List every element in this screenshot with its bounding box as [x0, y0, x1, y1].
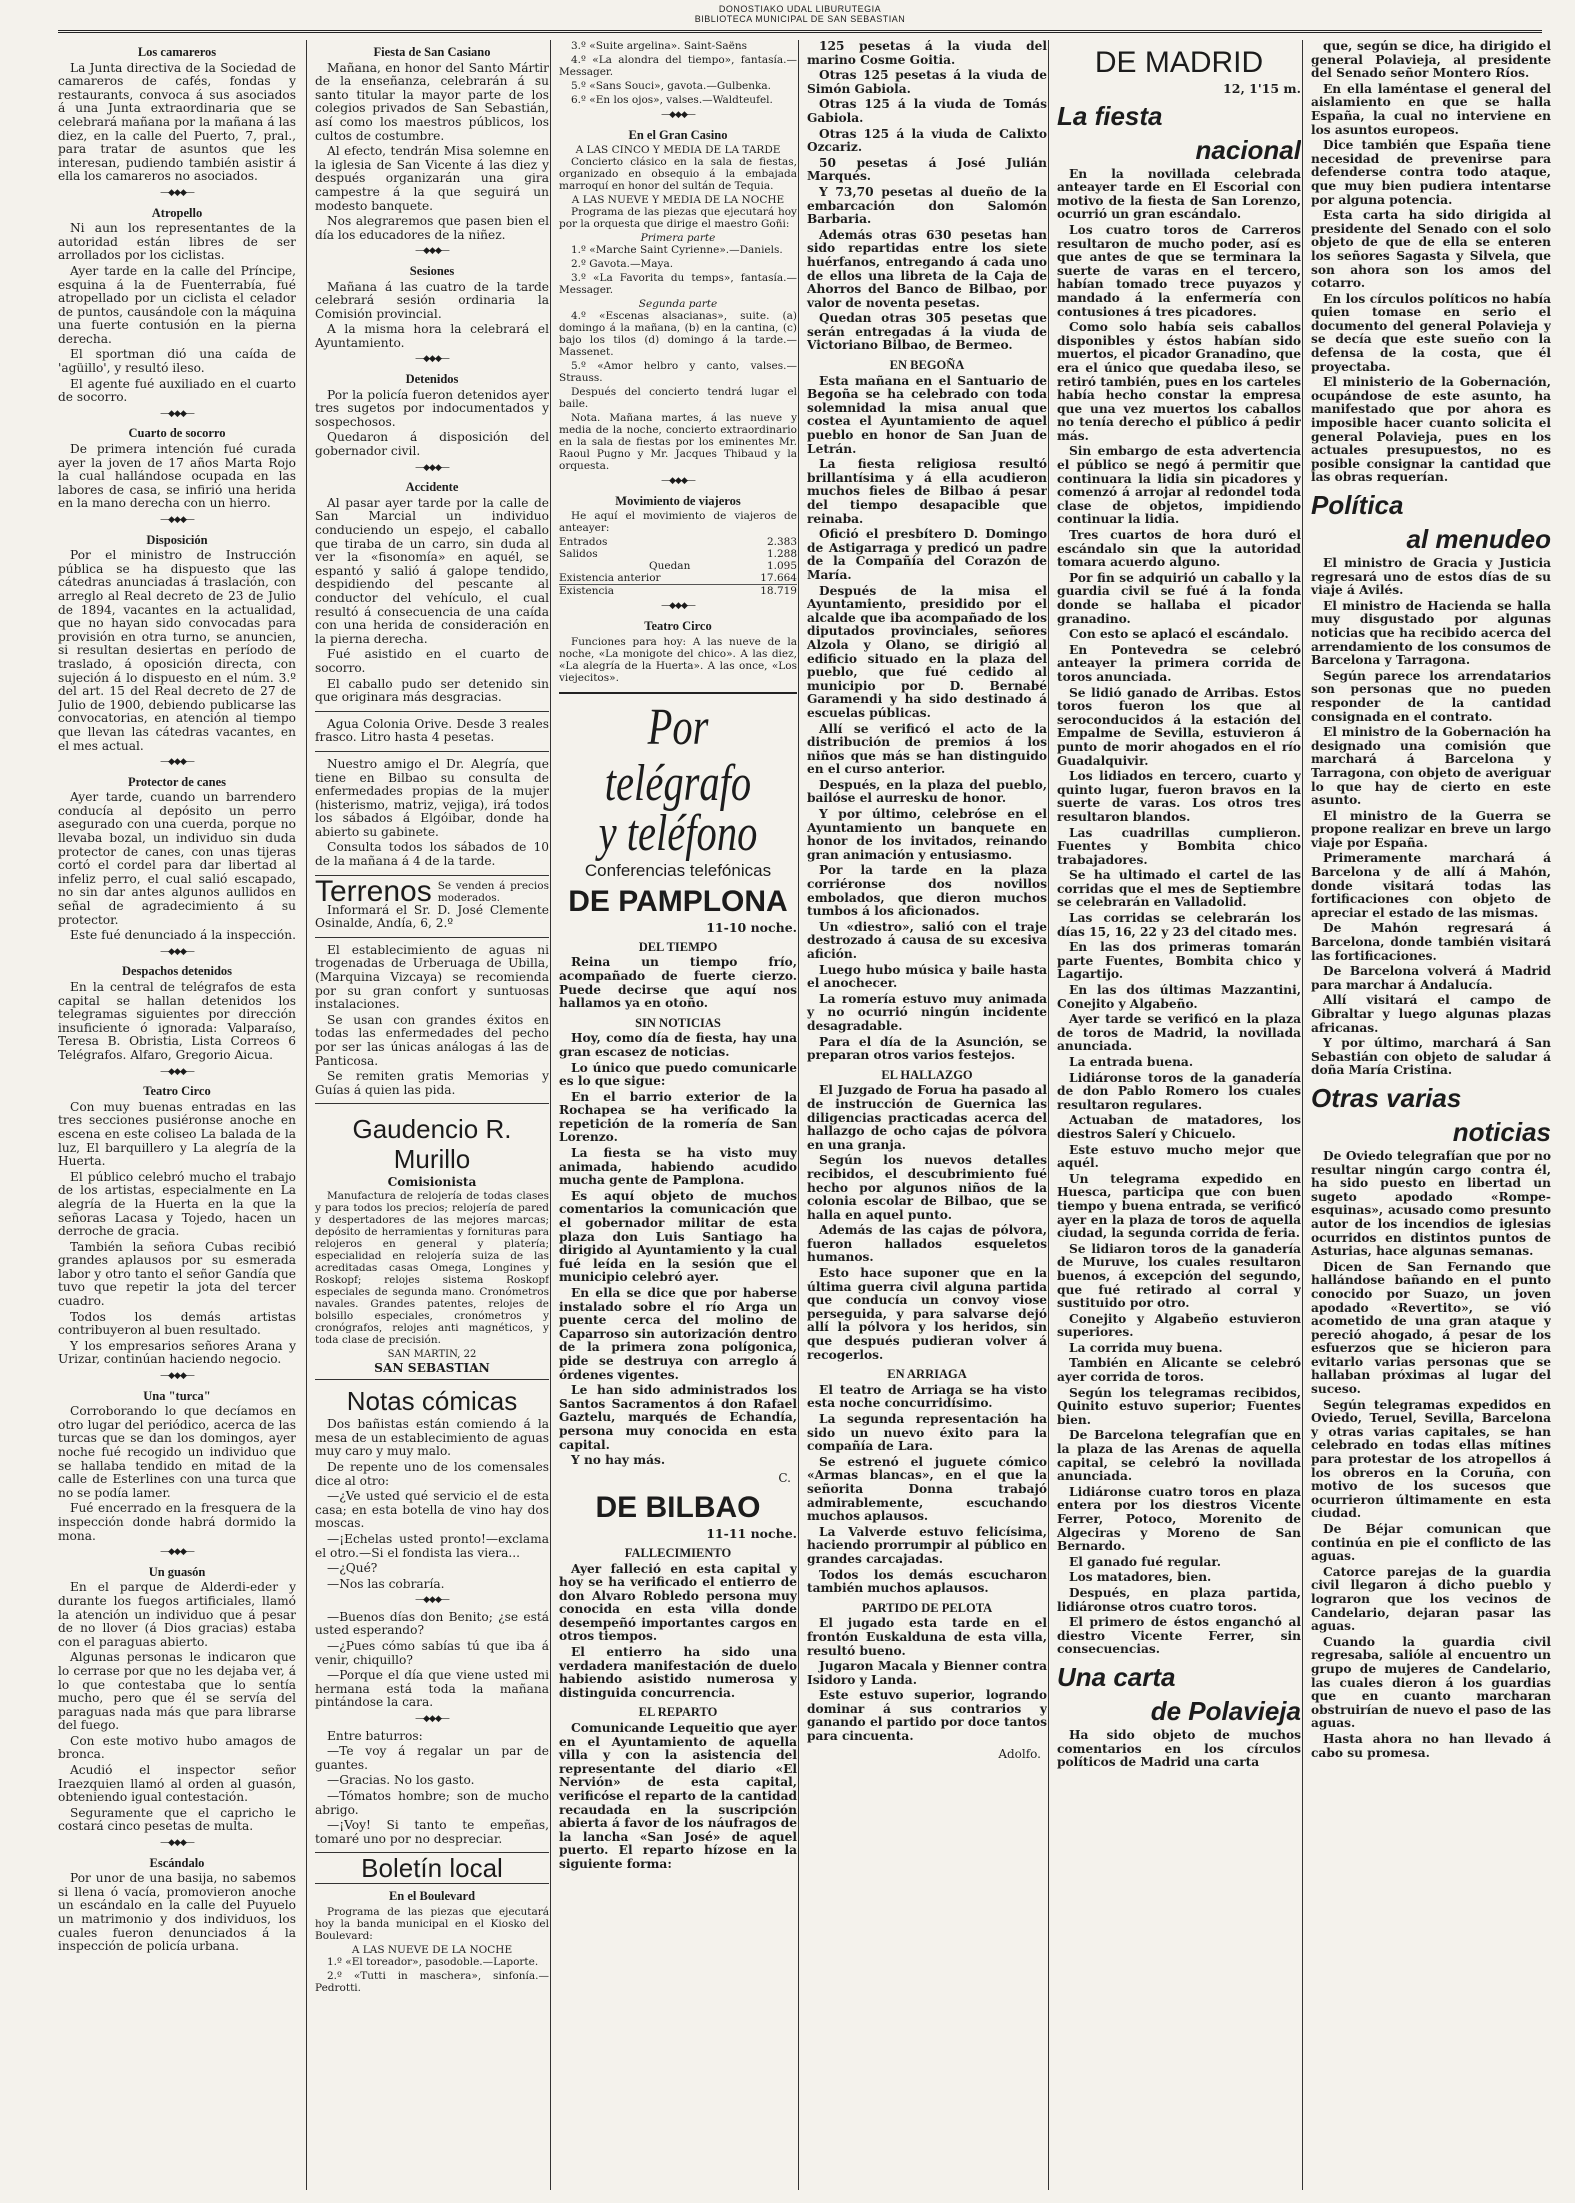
- arriaga-4: La Valverde estuvo felicísima, haciendo prorrumpir al público en grandes carcajadas.: [807, 1524, 1047, 1566]
- ornament: —◆◆◆—: [160, 757, 194, 768]
- program-item-6: 6.º «En los ojos», valses.—Waldteufel.: [571, 94, 773, 106]
- reparto-2: Otras 125 pesetas á la viuda de Simón Gabiola.: [807, 68, 1047, 96]
- begona-5: Allí se verificó el acto de la distribución de premios á los niños que más se han distinguido en el curso anterior.: [807, 721, 1047, 777]
- text-sesiones-1: Mañana á las cuatro de la tarde celebrará sesión ordinaria la Comisión provincial.: [315, 279, 549, 321]
- divider: [315, 711, 549, 712]
- text-turca-2: Fué encerrado en la fresquera de la inspección donde habrá dormido la mona.: [58, 1501, 296, 1543]
- heading-hallazgo: EL HALLAZGO: [881, 1067, 973, 1082]
- sin-3: En el barrio exterior de la Rochapea se ha verificado la repetición de la romería de San Lorenzo.: [559, 1089, 797, 1145]
- reparto-3: Otras 125 á la viuda de Tomás Gabiola.: [807, 97, 1047, 125]
- text-despachos: En la central de telégrafos de esta capital se hallan detenidos los telegramas siguientes por dirección insuficiente ó ignorada: Valparaíso, Teresa B. Obristia, Lista Correos 6 Telégrafos. Alfaro, Gregorio Aicua.: [58, 980, 296, 1062]
- arriaga-1: El teatro de Arriaga se ha visto esta noche concurridísimo.: [807, 1382, 1047, 1411]
- casino-p2-1: 4.º «Escenas alsacianas», suite. (a) domingo á la mañana, (b) en la cantina, (c) bajo los tilos (d) domingo á la tarde.—Massenet.: [559, 310, 797, 359]
- text-atropello-2: Ayer tarde en la calle del Príncipe, esquina á la de Fuenterrabía, fué atropellado por un ciclista el celador de puntos, causándole con la máquina una fuerte contusión en la pierna derecha.: [58, 263, 296, 346]
- fiesta-17: La entrada buena.: [1069, 1055, 1194, 1069]
- pelota-2: Jugaron Macala y Bienner contra Isidoro y Landa.: [807, 1659, 1047, 1687]
- program-item-4: 4.º «La alondra del tiempo», fantasía.—Messager.: [559, 54, 797, 78]
- pelota-3: Este estuvo superior, logrando dominar á sus contrarios y ganando el partido por doce tantos para cincuenta.: [807, 1688, 1047, 1744]
- pamplona-time: 11-10 noche.: [706, 920, 797, 936]
- murillo-subtitle: Comisionista: [387, 1175, 477, 1190]
- fiesta-12: Se ha ultimado el cartel de las corridas que el mes de Septiembre se celebrarán en Valladolid.: [1057, 868, 1301, 910]
- casino-p2-2: 5.º «Amor helbro y canto, valses.—Strauss.: [559, 360, 797, 385]
- fiesta-23: Conejito y Algabeño estuvieron superiores.: [1057, 1311, 1301, 1340]
- sin-5: Es aquí objeto de muchos comentarios la comunicación que el gobernador militar de esta plaza don Luis Santiago ha dirigido al Ayuntamiento y la cual fué leída en la sesión que el municipio celebró ayer.: [559, 1188, 797, 1285]
- begona-10: Luego hubo música y baile hasta el anochecer.: [807, 962, 1047, 991]
- text-disposicion: Por el ministro de Instrucción pública se ha dispuesto que las cátedras anunciadas á traslación, con arreglo al Real decreto de 23 de Julio de 1894, vacantes en la actualidad, que no hayan sido convocadas para provisión en otra turno, se anuncien, si resultan desiertas en período de traslado, á oposición directa, con sujeción á lo dispuesto en el núm. 3.º del art. 15 del Real decreto de 27 de Julio de 1900, debiendo publicarse las convocatorias, en atención al tiempo que llevan las cátedras vacantes, en el mes actual.: [58, 548, 296, 753]
- heading-atropello: Atropello: [151, 205, 203, 220]
- text-circo-1: Con muy buenas entradas en las tres secciones pusiéronse anoche en escena en este coliseo La balada de la luz, El barquillero y La alegría de la Huerta.: [58, 1099, 296, 1169]
- ad-aguas: El establecimiento de aguas ni trogenadas de Urberuaga de Ubilla, (Marquina Vizcaya) se recomienda por su gran confort y suntuosas instalaciones.: [315, 942, 549, 1012]
- menudeo-8: De Barcelona volverá á Madrid para marchar á Andalucía.: [1311, 964, 1551, 992]
- heading-socorro: Cuarto de socorro: [128, 426, 226, 441]
- notas-3: —¿Ve usted qué servicio el de esta casa; en esta botella de vino hay dos moscas.: [315, 1489, 549, 1531]
- telegrafo-title-1: Por telégrafo: [604, 698, 752, 812]
- text-circo-5: Y los empresarios señores Arana y Urizar, continúan haciendo negocio.: [58, 1338, 296, 1367]
- carta-1: Ha sido objeto de muchos comentarios en los círculos políticos de Madrid una carta: [1057, 1727, 1301, 1770]
- text-atropello-1: Ni aun los representantes de la autoridad están libres de ser arrollados por los ciclistas.: [58, 221, 296, 263]
- fiesta-11: Las cuadrillas cumplieron. Fuentes y Bombita chico trabajadores.: [1057, 825, 1301, 867]
- begona-7: Y por último, celebróse en el Ayuntamiento un banquete en honor de los invitados, reinando gran animación y entusiasmo.: [807, 807, 1047, 862]
- fiesta-27: De Barcelona telegrafían que en la plaza de las Arenas de aquella capital, se celebró la novillada anunciada.: [1057, 1428, 1301, 1484]
- fiesta-8: En Pontevedra se celebró anteayer la primera corrida de toros anunciada.: [1057, 642, 1301, 684]
- notas-9: —Porque el día que viene usted mi hermana está toda la mañana pintándose la cara.: [315, 1668, 549, 1710]
- text-sesiones-2: A la misma hora la celebrará el Ayuntamiento.: [315, 322, 549, 350]
- terrenos-side: Se venden á precios moderados.: [437, 879, 549, 904]
- reparto-1: 125 pesetas á la viuda del marino Cosme Goitia.: [807, 40, 1047, 67]
- notas-1: Dos bañistas están comiendo á la mesa de un establecimiento de aguas muy caro y muy malo.: [315, 1417, 549, 1459]
- fiesta-15: En las dos últimas Mazzantini, Conejito y Algabeño.: [1057, 983, 1301, 1011]
- reparto-6: Y 73,70 pesetas al dueño de la embarcación don Salomón Barbaria.: [807, 184, 1047, 227]
- ad-aguas-3: Se remiten gratis Memorias y Guías á quien las pida.: [315, 1069, 549, 1097]
- text-canes-1: Ayer tarde, cuando un barrendero conducía al depósito un perro asegurado con una cuerda, porque no llevaba bozal, un individuo sin duda protector de canes, con unas tijeras cortó el cordel para dar libertad al infeliz perro, el cual salió escapado, no sin dar antes algunos aullidos en señal de agradecimiento á su protector.: [58, 790, 296, 927]
- fall-1: Ayer falleció en esta capital y hoy se ha verificado el entierro de don Alvaro Robledo persona muy conocida en esta villa donde desempeñó importantes cargos en otros tiempos.: [559, 1561, 797, 1644]
- begona-1: Esta mañana en el Santuario de Begoña se ha celebrado con toda solemnidad la misa anual que costea el Ayuntamiento de aquel pueblo en honor de San Juan de Letrán.: [807, 373, 1047, 456]
- fiesta-31: Después, en plaza partida, lidiáronse otros cuatro toros.: [1057, 1585, 1301, 1614]
- top-rule: [58, 30, 1542, 33]
- carta-5: Esta carta ha sido dirigida al presidente del Senado con el solo objeto de que de ella se enteren los señores Sagasta y Silvela, que son ahora son los amos del cotarro.: [1311, 208, 1551, 291]
- table-row: [559, 536, 797, 548]
- row-value: 1.095: [766, 560, 797, 573]
- menudeo-5: El ministro de la Guerra se propone realizar en breve un largo viaje por España.: [1311, 808, 1551, 850]
- heading-accidente: Accidente: [405, 480, 459, 495]
- tiempo-text: Reina un tiempo frío, acompañado de fuerte cierzo. Puede decirse que aquí nos hallamos ya en otoño.: [559, 955, 797, 1011]
- table-row: [559, 584, 797, 597]
- conferencias-subtitle: Conferencias telefónicas: [584, 860, 772, 880]
- sin-6: En ella se dice que por haberse instalado sobre el río Arga un puente cerca del molino de Caparroso sin autorización dentro de la primera zona polígonica, pide se destruya con arreglo á órdenes vigentes.: [559, 1286, 797, 1382]
- program-item-3: 3.º «Suite argelina». Saint-Saëns: [571, 40, 748, 52]
- column-1: [58, 40, 296, 2190]
- fiesta-3: Como solo había seis caballos disponibles y éstos habían sido muertos, el picador Granadino, que era el único que quedaba ileso, se retiró también, pues en los carteles había hecho constar la empresa que una vez muertos los caballos no tenía derecho el público á pedir más.: [1057, 320, 1301, 443]
- otras-7: Hasta ahora no han llevado á cabo su promesa.: [1311, 1731, 1551, 1760]
- row-label: Quedan: [649, 560, 691, 573]
- carta-4: Dice también que España tiene necesidad de prevenirse para defenderse contra todo ataque, que muy bien pudiera intentarse por alguna potencia.: [1311, 138, 1551, 207]
- text-detenidos-1: Por la policía fueron detenidos ayer tres sugetos por indocumentados y sospechosos.: [315, 387, 549, 429]
- row-value: 1.288: [766, 548, 797, 561]
- heading-guason: Un guasón: [148, 1564, 206, 1579]
- heading-escandalo: Escándalo: [149, 1855, 205, 1870]
- fiesta-29: El ganado fué regular.: [1069, 1554, 1221, 1569]
- text-canes-2: Este fué denunciado á la inspección.: [70, 928, 296, 943]
- masthead: [60, 4, 1540, 24]
- text-socorro: De primera intención fué curada ayer la joven de 17 años Marta Rojo la cual hallándose ocupada en las labores de casa, se infirió una herida en la mano derecha con un hierro.: [58, 442, 296, 511]
- ornament: —◆◆◆—: [661, 476, 695, 487]
- text-atropello-4: El agente fué auxiliado en el cuarto de socorro.: [58, 376, 296, 405]
- bilbao-title: DE BILBAO: [595, 1491, 761, 1525]
- ad-murillo: [315, 1103, 549, 1380]
- text-accidente-2: Fué asistido en el cuarto de socorro.: [315, 647, 549, 675]
- heading-reparto: EL REPARTO: [638, 1705, 718, 1720]
- heading-arriaga: EN ARRIAGA: [887, 1367, 967, 1382]
- madrid-time: 12, 1'15 m.: [1223, 81, 1301, 96]
- menudeo-7: De Mahón regresará á Barcelona, donde también visitará las fortificaciones.: [1311, 921, 1551, 963]
- row-value: 17.664: [760, 572, 797, 585]
- newspaper-columns: [58, 40, 1551, 2190]
- ornament: —◆◆◆—: [160, 515, 194, 525]
- reparto-8: Quedan otras 305 pesetas que serán entregadas á la viuda de Victoriano Bilbao, de Bermeo.: [807, 311, 1047, 353]
- heading-pelota: PARTIDO DE PELOTA: [861, 1600, 993, 1615]
- ad-aguas-2: Se usan con grandes éxitos en todas las enfermedades del pecho por ser las únicas análogas á las de Panticosa.: [315, 1012, 549, 1068]
- casino-part-1: Primera parte: [640, 232, 716, 245]
- heading-disposicion: Disposición: [146, 532, 208, 547]
- bilbao-time: 11-11 noche.: [706, 1526, 797, 1542]
- sin-7: Le han sido administrados los Santos Sacramentos á don Rafael Gaztelu, marqués de Echandía, persona muy conocida en esta capital.: [559, 1383, 797, 1452]
- casino-part-2: Segunda parte: [638, 298, 718, 311]
- circo-2-text: Funciones para hoy: A las nueve de la noche, «La monigote del chico». A las diez, «La alegría de la Huerta». A las once, «Los viejecitos».: [559, 635, 797, 684]
- heading-sin-noticias: SIN NOTICIAS: [635, 1015, 721, 1030]
- begona-3: Ofició el presbítero D. Domingo de Astigarraga y predicó un padre de la Compañía del Corazón de María.: [807, 527, 1047, 582]
- fiesta-1: En la novillada celebrada anteayer tarde en El Escorial con motivo de la fiesta de San Lorenzo, ocurrió un gran escándalo.: [1057, 166, 1301, 222]
- casino-p1-1: 1.º «Marche Saint Cyrienne».—Daniels.: [571, 244, 783, 257]
- fiesta-24: La corrida muy buena.: [1069, 1340, 1223, 1355]
- heading-circo: Teatro Circo: [143, 1084, 211, 1099]
- heading-despachos: Despachos detenidos: [121, 964, 233, 979]
- casino-program: Programa de las piezas que ejecutará hoy por la orquesta que dirige el maestro Goñi:: [559, 206, 797, 231]
- begona-8: Por la tarde en la plaza corriéronse dos novillos embolados, que dieron muchos tumbos á los aficionados.: [807, 863, 1047, 919]
- boulevard-item-2: 2.º «Tutti in maschera», sinfonía.—Pedrotti.: [315, 1969, 549, 1994]
- menudeo-head-2: al menudeo: [1406, 524, 1551, 554]
- text-guason-1: En el parque de Alderdi-eder y durante los fuegos artificiales, llamó la atención un individuo que á pesar de no llover (á Dios gracias) estaba con el paraguas abierto.: [58, 1580, 296, 1649]
- boulevard-hour: A LAS NUEVE DE LA NOCHE: [351, 1943, 513, 1956]
- murillo-address-2: SAN SEBASTIAN: [374, 1360, 490, 1375]
- carta-6: En los círculos políticos no había quien tomase en serio el documento del general Polavieja y se decía que este sueño con la defensa de la costa, que él proyectaba.: [1311, 291, 1551, 374]
- arriaga-3: Se estrenó el juguete cómico «Armas blancas», en el que la señorita Donna trabajó admirablemente, escuchando muchos aplausos.: [807, 1454, 1047, 1524]
- heading-boulevard: En el Boulevard: [388, 1889, 476, 1904]
- fiesta-4: Sin embargo de esta advertencia el público se negó á permitir que continuara la lidia sin picadores y comenzó á arrojar al redondel toda clase de objetos, impidiendo continuar la lidia.: [1057, 444, 1301, 527]
- divider: [315, 751, 549, 752]
- notas-12: —Gracias. No los gasto.: [327, 1773, 475, 1788]
- text-casiano-1: Mañana, en honor del Santo Mártir de la enseñanza, celebrarán á su santo titular la mayor parte de los colegios privados de San Sebastián, así como los maestros públicos, los cultos de costumbre.: [315, 60, 549, 143]
- carta-3: En ella laméntase el general del aislamiento en que se halla España, la cual no interviene en los asuntos europeos.: [1311, 81, 1551, 137]
- notas-6: —Nos las cobraría.: [327, 1576, 445, 1591]
- terrenos-text: Informará el Sr. D. José Clemente Osinalde, Andía, 6, 2.º: [315, 902, 549, 931]
- reparto-4: Otras 125 á la viuda de Calixto Ozcariz.: [807, 126, 1047, 155]
- begona-2: La fiesta religiosa resultó brillantísima y á ella acudieron muchos fieles de Bilbao á pesar del tiempo desapacible que reinaba.: [807, 457, 1047, 526]
- fiesta-13: Las corridas se celebrarán los días 15, 16, 22 y 23 del citado mes.: [1057, 911, 1301, 939]
- fiesta-10: Los lidiados en tercero, cuarto y quinto lugar, fueron bravos en la suerte de varas. Los otros tres resultaron blandos.: [1057, 769, 1301, 824]
- otras-5: Catorce parejas de la guardia civil llegaron á dicho pueblo y lograron que los vecinos de Candelario, dejaran pasar las aguas.: [1311, 1564, 1551, 1634]
- ornament: —◆◆◆—: [160, 1066, 194, 1077]
- fiesta-26: Según los telegramas recibidos, Quinito estuvo superior; Fuentes bien.: [1057, 1385, 1301, 1427]
- ornament: —◆◆◆—: [415, 1714, 449, 1725]
- heading-circo-2: Teatro Circo: [644, 618, 712, 633]
- fiesta-18: Lidiáronse toros de la ganadería de don Pablo Romero los cuales resultaron regulares.: [1057, 1070, 1301, 1112]
- arriaga-2: La segunda representación ha sido un nuevo éxito para la compañía de Lara.: [807, 1412, 1047, 1454]
- casino-p1-2: 2.º Gavota.—Maya.: [571, 258, 674, 271]
- hallazgo-4: Esto hace suponer que en la última guerra civil alguna partida que conducía un convoy viose perseguida, y para salvarse dejó allí la pólvora y los heridos, sin que después pudieran volver á recogerlos.: [807, 1266, 1047, 1362]
- begona-4: Después de la misa el Ayuntamiento, presidido por el alcalde que iba acompañado de los diputados provinciales, señores Alzola y Olano, se dirigió al edificio situado en la plaza del pueblo, que fué cedido al municipio por D. Bernabé Garamendi y ha sido destinado á escuelas públicas.: [807, 583, 1047, 720]
- menudeo-6: Primeramente marchará á Barcelona y de allí á Mahón, donde visitará todas las fortificaciones con objeto de apreciar el estado de las mismas.: [1311, 851, 1551, 920]
- murillo-title: Gaudencio R. Murillo: [352, 1114, 512, 1175]
- signature-adolfo: Adolfo.: [998, 1746, 1041, 1761]
- ornament: —◆◆◆—: [415, 354, 449, 365]
- hallazgo-1: El Juzgado de Forua ha pasado al de instrucción de Guernica las diligencias practicadas acerca del hallazgo de ocho cajas de pólvora en una granja.: [807, 1083, 1047, 1152]
- sin-8: Y no hay más.: [571, 1453, 666, 1468]
- fiesta-2: Los cuatro toros de Carreros resultaron de mucho poder, así es que antes de que se terminara la suerte de varas en el tercero, habían tomado trece puyazos y mandado á la enfermería con contusiones á tres picadores.: [1057, 222, 1301, 319]
- pamplona-title: DE PAMPLONA: [568, 885, 788, 919]
- row-label: Existencia: [559, 585, 615, 598]
- telegrafo-block: [559, 692, 797, 878]
- viajeros-intro: He aquí el movimiento de viajeros de anteayer:: [559, 510, 797, 535]
- fiesta-22: Se lidiaron toros de la ganadería de Muruve, los cuales resultaron buenos, á excepción del segundo, que fué retirado al corral y sustituido por otro.: [1057, 1241, 1301, 1311]
- notas-2: De repente uno de los comensales dice al otro:: [315, 1459, 549, 1488]
- text-casiano-2: Al efecto, tendrán Misa solemne en la iglesia de San Vicente á las diez y después organizarán una gira campestre á la que seguirá un modesto banquete.: [315, 144, 549, 213]
- fiesta-6: Por fin se adquirió un caballo y la guardia civil se fué á la fonda donde se hallaba el picador granadino.: [1057, 570, 1301, 626]
- boulevard-item-1: 1.º «El toreador», pasodoble.—Laporte.: [327, 1955, 539, 1968]
- table-row: [559, 560, 797, 572]
- notas-title: Notas cómicas: [346, 1386, 518, 1417]
- masthead-line-2: BIBLIOTECA MUNICIPAL DE SAN SEBASTIAN: [694, 14, 906, 24]
- fiesta-5: Tres cuartos de hora duró el escándalo sin que la autoridad tomara acuerdo alguno.: [1057, 528, 1301, 570]
- notas-13: —Tómatos hombre; son de mucho abrigo.: [315, 1789, 549, 1817]
- text-accidente-1: Al pasar ayer tarde por la calle de San Marcial un individuo conduciendo un espejo, el caballo que tiraba de un carro, sin duda al ver la «fisonomía» en aquél, se espantó y salió á galope tendido, despidiendo del pescante al conductor del vehículo, el cual resultó á consecuencia de una caída con una herida de consideración en la pierna derecha.: [315, 495, 549, 646]
- text-guason-2: Algunas personas le indicaron que lo cerrase por que no les dejaba ver, á lo que contestaba que lo sentía mucho, pero que él se servía del paraguas nada más que para librarse del fuego.: [58, 1650, 296, 1733]
- heading-sesiones: Sesiones: [409, 263, 455, 278]
- fiesta-head-1: La fiesta: [1057, 100, 1163, 131]
- madrid-title: DE MADRID: [1094, 46, 1264, 79]
- notas-11: —Te voy á regalar un par de guantes.: [315, 1744, 549, 1772]
- boletin-title: Boletín local: [315, 1852, 549, 1884]
- pelota-1: El jugado esta tarde en el frontón Euskalduna de esta villa, resultó bueno.: [807, 1616, 1047, 1658]
- heading-turca: Una "turca": [143, 1388, 211, 1403]
- casino-hour: A LAS CINCO Y MEDIA DE LA TARDE: [575, 144, 781, 157]
- fiesta-25: También en Alicante se celebró ayer corrida de toros.: [1057, 1356, 1301, 1385]
- notas-4: —¡Echelas usted pronto!—exclama el otro.—Si el fondista las viera...: [315, 1531, 549, 1560]
- fiesta-9: Se lidió ganado de Arribas. Estos toros fueron los que al seroconducidos á la estación del Empalme de Sevilla, estuvieron á punto de morir ahogados en el río Guadalquivir.: [1057, 685, 1301, 768]
- ornament: —◆◆◆—: [160, 946, 194, 957]
- notas-10: Entre baturros:: [327, 1728, 423, 1743]
- ornament: —◆◆◆—: [160, 408, 194, 419]
- ornament: —◆◆◆—: [661, 110, 695, 120]
- ornament: —◆◆◆—: [415, 246, 449, 257]
- menudeo-10: Y por último, marchará á San Sebastián con objeto de saludar á doña María Cristina.: [1311, 1036, 1551, 1078]
- row-value: 18.719: [760, 585, 797, 598]
- fiesta-30: Los matadores, bien.: [1069, 1570, 1212, 1585]
- ad-colonia: Agua Colonia Orive. Desde 3 reales frasco. Litro hasta 4 pesetas.: [315, 716, 549, 745]
- column-6: [1302, 40, 1551, 2190]
- ad-alegria-2: Consulta todos los sábados de 10 de la mañana á 4 de la tarde.: [315, 840, 549, 869]
- notas-8: —¿Pues cómo sabías tú que iba á venir, chiquillo?: [315, 1639, 549, 1667]
- column-2: [306, 40, 549, 2190]
- carta-head-1: Una carta: [1057, 1661, 1176, 1692]
- ornament: —◆◆◆—: [160, 1547, 194, 1558]
- fiesta-28: Lidiáronse cuatro toros en plaza entera por los diestros Vicente Ferrer, Potoco, Morenito de Algeciras y Moreno de San Bernardo.: [1057, 1484, 1301, 1554]
- signature-c: C.: [778, 1470, 791, 1485]
- heading-camareros: Los camareros: [137, 45, 217, 59]
- sin-4: La fiesta se ha visto muy animada, habiendo acudido mucha gente de Pamplona.: [559, 1146, 797, 1188]
- viajeros-table: [559, 536, 797, 597]
- menudeo-head-1: Política: [1311, 490, 1404, 520]
- row-label: Entrados: [559, 536, 608, 549]
- murillo-address-1: SAN MARTIN, 22: [387, 1348, 477, 1360]
- reparto-5: 50 pesetas á José Julián Marqués.: [807, 155, 1047, 184]
- text-detenidos-2: Quedaron á disposición del gobernador civil.: [315, 430, 549, 459]
- table-row: [559, 548, 797, 560]
- text-casiano-3: Nos alegraremos que pasen bien el día los educadores de la niñez.: [315, 214, 549, 242]
- ornament: —◆◆◆—: [160, 1371, 194, 1382]
- fall-2: El entierro ha sido una verdadera manifestación de duelo habiendo asistido numerosa y distinguida concurrencia.: [559, 1645, 797, 1700]
- menudeo-3: Según parece los arrendatarios son personas que no pueden responder de la cantidad consignada en el contrato.: [1311, 668, 1551, 724]
- otras-4: De Béjar comunican que continúa en pie el conflicto de las aguas.: [1311, 1522, 1551, 1564]
- boulevard-text: Programa de las piezas que ejecutará hoy la banda municipal en el Kiosko del Boulevard:: [315, 1905, 549, 1942]
- text-guason-4: Acudió el inspector señor Iraezquien llamó al orden al guasón, obteniendo igual contestación.: [58, 1763, 296, 1805]
- murillo-text: Manufactura de relojería de todas clases y para todos los precios; relojería de pared y despertadores de las mejores marcas; depósito de herramientas y fornituras para relojeros en general y platería; especialidad en relojería suiza de las acreditadas casas Omega, Longines y Roskopf; relojes sistema Roskopf especiales de segunda mano. Cronómetros navales. Grandes patentes, relojes de bolsillo especiales, cronómetros y cronógrafos, relojes anti magnéticos, y toda clase de precisión.: [315, 1189, 549, 1346]
- hallazgo-2: Según los nuevos detalles recibidos, el descubrimiento fué hecho por algunos niños de la colonia escolar de Bilbao, que se halla en aquel punto.: [807, 1153, 1047, 1222]
- terrenos-title: Terrenos: [315, 874, 432, 908]
- sin-2: Lo único que puedo comunicarle es lo que sigue:: [559, 1060, 797, 1089]
- casino-note: Nota. Mañana martes, á las nueve y media de la noche, concierto extraordinario en la sala de fiestas por los eminentes Mr. Raoul Pugno y Mr. Jacques Thibaud y la orquesta.: [559, 412, 797, 473]
- row-label: Existencia anterior: [559, 572, 661, 585]
- text-guason-3: Con este motivo hubo amagos de bronca.: [58, 1733, 296, 1762]
- begona-9: Un «diestro», salió con el traje destrozado á causa de su excesiva afición.: [807, 919, 1047, 961]
- text-turca-1: Corroborando lo que decíamos en otro lugar del periódico, acerca de las turcas que se dan los domingos, ayer noche fué recogido un individuo que se hallaba tendido en mitad de la calle de Esterlines con una turca que no se podía lamer.: [58, 1404, 296, 1500]
- heading-casino: En el Gran Casino: [628, 127, 728, 142]
- hallazgo-3: Además de las cajas de pólvora, fueron hallados esqueletos humanos.: [807, 1223, 1047, 1265]
- text-accidente-3: El caballo pudo ser detenido sin que originara más desgracias.: [315, 676, 549, 705]
- fiesta-7: Con esto se aplacó el escándalo.: [1069, 627, 1289, 642]
- casino-after: Después del concierto tendrá lugar el baile.: [559, 386, 797, 411]
- sin-1: Hoy, como día de fiesta, hay una gran escasez de noticias.: [559, 1031, 797, 1059]
- heading-fallecimiento: FALLECIMIENTO: [624, 1545, 732, 1560]
- fiesta-20: Este estuvo mucho mejor que aquél.: [1057, 1142, 1301, 1171]
- ornament: —◆◆◆—: [661, 601, 695, 612]
- text-escandalo: Por unor de una basija, no sabemos si llena ó vacía, promovieron anoche un escándalo en la calle del Puyuelo un matrimonio y dos individuos, los cuales fueron denunciados á la inspección de policía urbana.: [58, 1871, 296, 1954]
- row-label: Salidos: [559, 548, 598, 561]
- otras-2: Dicen de San Fernando que hallándose bañando en el punto conocido por Suazo, un joven apodado «Revertito», se vió acometido de una gran ataque y pereció ahogado, á pesar de los esfuerzos que se hicieron para evitarlo varias personas que se hallaban próximas al lugar del suceso.: [1311, 1259, 1551, 1397]
- ornament: —◆◆◆—: [160, 187, 194, 198]
- casino-p1-3: 3.º «La Favorita du temps», fantasía.—Messager.: [559, 272, 797, 297]
- otras-6: Cuando la guardia civil regresaba, salióle al encuentro un grupo de mujeres de Candelario, las cuales dieron á los guardias que en cuanto marcharan obstruirían de nuevo el paso de las aguas.: [1311, 1634, 1551, 1731]
- fiesta-21: Un telegrama expedido en Huesca, participa que con buen tiempo y buena entrada, se verificó ayer en la plaza de toros de aquella ciudad, la segunda corrida de feria.: [1057, 1171, 1301, 1241]
- begona-12: Para el día de la Asunción, se preparan otros varios festejos.: [807, 1034, 1047, 1063]
- heading-viajeros: Movimiento de viajeros: [615, 493, 741, 508]
- notas-14: —¡Voy! Si tanto te empeñas, tomaré uno por no despreciar.: [315, 1818, 549, 1846]
- heading-tiempo: DEL TIEMPO: [638, 939, 718, 954]
- masthead-line-1: DONOSTIAKO UDAL LIBURUTEGIA: [718, 4, 882, 14]
- row-value: 2.383: [766, 536, 797, 549]
- program-item-5: 5.º «Sans Souci», gavota.—Gulbenka.: [571, 80, 771, 92]
- ornament: —◆◆◆—: [415, 1595, 449, 1606]
- heading-begona: EN BEGOÑA: [889, 358, 965, 373]
- otras-1: De Oviedo telegrafían que por no resultar ningún cargo contra él, ha sido puesto en libertad un sugeto apodado «Rompe-esquinas», acusado como presunto autor de los incendios de iglesias ocurridos en distintos puntos de Asturias, hace algunas semanas.: [1311, 1148, 1551, 1259]
- carta-7: El ministerio de la Gobernación, ocupándose de este asunto, ha manifestado que por ahora es imposible hacer cuanto solicita el general Polavieja, pues en los actuales presupuestos, no es posible consignar la cantidad que las obras requerían.: [1311, 375, 1551, 485]
- notas-5: —¿Qué?: [327, 1561, 378, 1576]
- text-circo-2: El público celebró mucho el trabajo de los artistas, especialmente en La alegría de la Huerta en la que la señoras Lacasa y Tojedo, hacen un derroche de gracia.: [58, 1169, 296, 1239]
- telegrafo-title-2: y teléfono: [598, 804, 758, 862]
- menudeo-2: El ministro de Hacienda se halla muy disgustado por algunas noticias que ha recibido acerca del arrendamiento de los consumos de Barcelona y Tarragona.: [1311, 598, 1551, 668]
- reparto-text: Comunicande Lequeitio que ayer en el Ayuntamiento de aquella villa y con la asistencia del representante del diario «El Nervión» de esta capital, verificóse el reparto de la cantidad recaudada en la suscripción abierta á favor de los náufragos de la lancha «San José» de aquel puerto. El reparto hízose en la siguiente forma:: [559, 1721, 797, 1871]
- ornament: —◆◆◆—: [415, 462, 449, 473]
- otras-head-2: noticias: [1452, 1116, 1551, 1147]
- table-row: [559, 572, 797, 584]
- otras-3: Según telegramas expedidos en Oviedo, Teruel, Sevilla, Barcelona y otras varias capitales, se han celebrado en todas ellas mítines para protestar de los atropellos á los obreros en la Coruña, con motivo de los sucesos que ocurrieron últimamente en esta ciudad.: [1311, 1397, 1551, 1521]
- ad-alegria: Nuestro amigo el Dr. Alegría, que tiene en Bilbao su consulta de enfermedades propias de la mujer (histerismo, matriz, vejiga), irá todos los sábados á Elgóibar, donde ha abierto su gabinete.: [315, 756, 549, 839]
- menudeo-1: El ministro de Gracia y Justicia regresará uno de estos días de su viaje á Avilés.: [1311, 556, 1551, 598]
- fiesta-19: Actuaban de matadores, los diestros Salerí y Chicuelo.: [1057, 1113, 1301, 1141]
- column-3: [550, 40, 797, 2190]
- fiesta-head-2: nacional: [1195, 134, 1301, 165]
- text-circo-3: También la señora Cubas recibió grandes aplausos por su esmerada labor y otro tanto el señor Gandía que tuvo que repetir la jota del tercer cuadro.: [58, 1239, 296, 1309]
- otras-head-1: Otras varias: [1311, 1082, 1462, 1113]
- carta-2: que, según se dice, ha dirigido el general Polavieja, al presidente del Senado señor Montero Ríos.: [1311, 40, 1551, 81]
- menudeo-4: El ministro de la Gobernación ha designado una comisión que marchará á Barcelona y Tarragona, con objeto de averiguar lo que hay de cierto en este asunto.: [1311, 725, 1551, 808]
- casino-hour-2: A LAS NUEVE Y MEDIA DE LA NOCHE: [571, 194, 785, 207]
- column-5: [1048, 40, 1301, 2190]
- fiesta-32: El primero de éstos enganchó al diestro Vicente Ferrer, sin consecuencias.: [1057, 1615, 1301, 1657]
- notas-7: —Buenos días don Benito; ¿se está usted esperando?: [315, 1609, 549, 1638]
- begona-11: La romería estuvo muy animada y no ocurrió ningún incidente desagradable.: [807, 991, 1047, 1033]
- ad-terrenos: [315, 875, 549, 938]
- fiesta-16: Ayer tarde se verificó en la plaza de toros de Madrid, la novillada anunciada.: [1057, 1012, 1301, 1054]
- text-atropello-3: El sportman dió una caída de 'agüillo', y resultó ileso.: [58, 347, 296, 376]
- column-4: [798, 40, 1047, 2190]
- ornament: —◆◆◆—: [160, 1838, 194, 1849]
- text-camareros: La Junta directiva de la Sociedad de camareros de cafés, fondas y restaurants, convoca á sus asociados á una Junta extraordinaria que se celebrará mañana por la mañana á las diez, en la calle del Puerto, 7, pral., para tratar de asuntos que les interesan, pudiendo también asistir á ella los camareros no asociados.: [58, 60, 296, 184]
- begona-6: Después, en la plaza del pueblo, bailóse el aurresku de honor.: [807, 777, 1047, 806]
- heading-canes: Protector de canes: [127, 774, 227, 789]
- reparto-7: Además otras 630 pesetas han sido repartidas entre los siete huérfanos, entregando á cada uno de ellos una libreta de la Caja de Ahorros del Banco de Bilbao, por valor de noventa pesetas.: [807, 227, 1047, 310]
- casino-text: Concierto clásico en la sala de fiestas, organizado en obsequio á la embajada marroquí en honor del sultán de Tequia.: [559, 156, 797, 193]
- text-guason-5: Seguramente que el capricho le costará cinco pesetas de multa.: [58, 1805, 296, 1834]
- text-circo-4: Todos los demás artistas contribuyeron al buen resultado.: [58, 1309, 296, 1338]
- carta-head-2: de Polavieja: [1150, 1695, 1301, 1726]
- heading-detenidos: Detenidos: [405, 372, 459, 387]
- arriaga-5: Todos los demás escucharon también muchos aplausos.: [807, 1567, 1047, 1596]
- fiesta-14: En las dos primeras tomarán parte Fuentes, Bombita chico y Lagartijo.: [1057, 940, 1301, 982]
- heading-casiano: Fiesta de San Casiano: [373, 45, 491, 59]
- menudeo-9: Allí visitará el campo de Gibraltar y luego algunas plazas africanas.: [1311, 993, 1551, 1035]
